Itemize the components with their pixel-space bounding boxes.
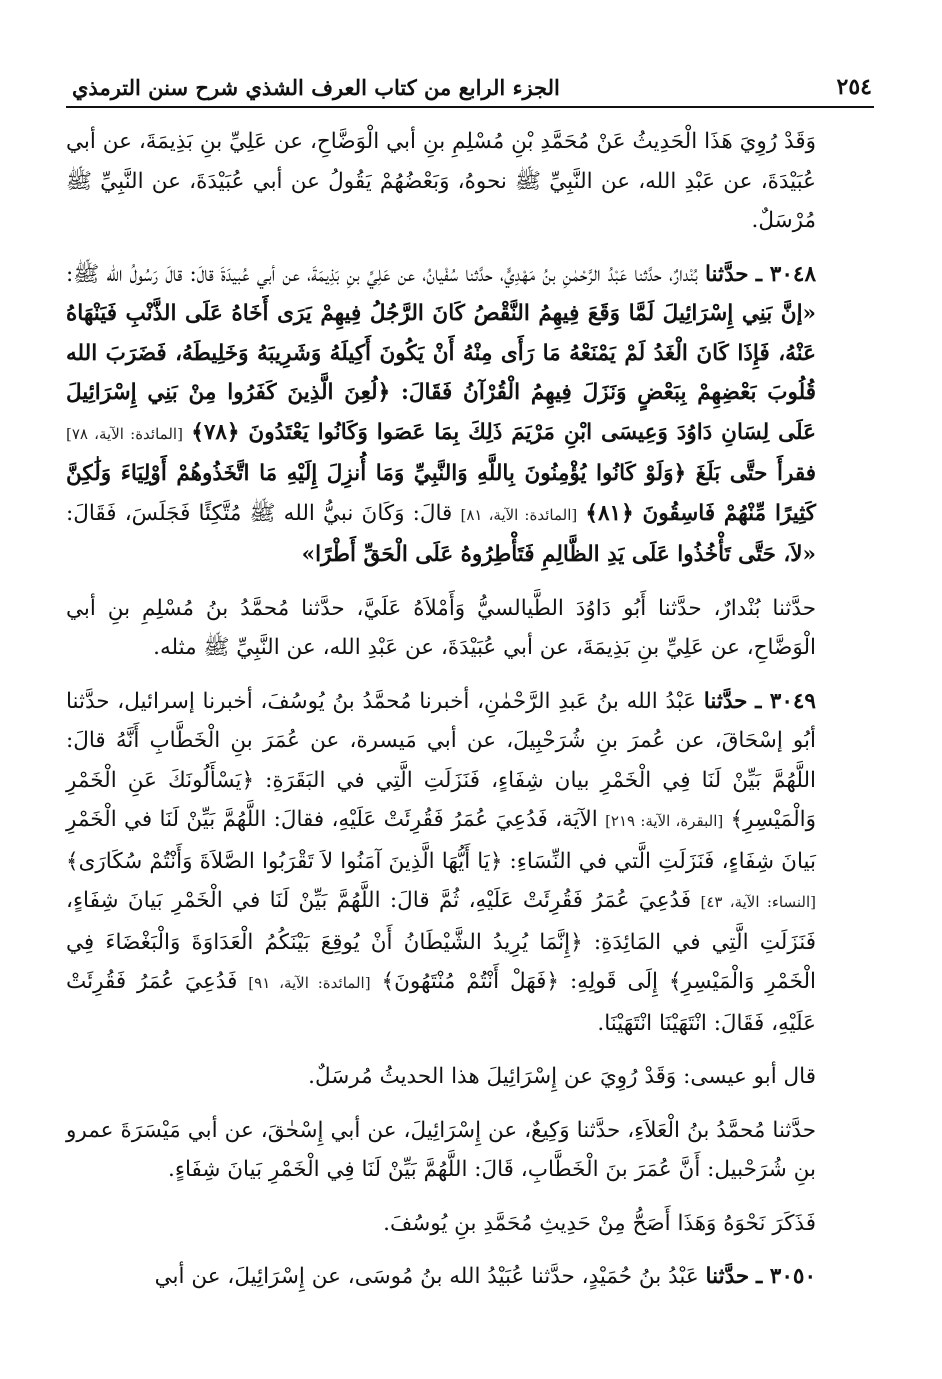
hadith-number: ٣٠٤٩ ـ	[755, 688, 816, 714]
hadith-quote-3: «لاَ، حَتَّى تَأْخُذُوا عَلَى يَدِ الظَّالِمِ فَتَأْطِرُوهُ عَلَى الْحَقِّ أَطْرًا»	[301, 542, 816, 567]
hadith-lead: حدَّثنا	[704, 261, 749, 287]
paragraph	[66, 122, 874, 241]
paragraph-text: قال أبو عيسى: وَقَدْ رُوِيَ عن إِسْرَائِيلَ هذا الحديثُ مُرسَلٌ.	[308, 1064, 816, 1089]
hadith-text-3: فَدُعِيَ عُمَرُ فَقُرِئَتْ عَلَيْهِ، ثُمَّ قالَ: اللَّهُمَّ بَيِّنْ لَنَا في الْخَمْرِ بَيانَ شِفَاءٍ، فَنَزَلَتِ الَّتِي في المَائِدَةِ: ﴿إِنَّمَا يُرِيدُ الشَّيْطَانُ أَنْ يُوقِعَ بَيْنَكُمُ الْعَدَاوَةَ وَالْبَغْضَاءَ فِي الْخَمْرِ وَالْمَيْسِرِ﴾ إِلَى قَولِهِ: ﴿فَهَلْ أَنْتُمْ مُنْتَهُونَ﴾	[66, 888, 816, 994]
hadith-lead: حدَّثنا	[705, 1264, 750, 1289]
verse-reference: [المائدة: الآية، ٩١]	[248, 974, 371, 992]
paragraph	[66, 1111, 874, 1190]
isnad-text: عَبْدُ بنُ حُمَيْدٍ، حدَّثنا عُبَيْدُ الله بنُ مُوسَى، عن إِسْرَائِيلَ، عن أبي	[154, 1264, 699, 1289]
verse-reference: [المائدة: الآية، ٨١]	[460, 505, 578, 524]
hadith-number: ٣٠٤٨ ـ	[755, 261, 816, 287]
hadith-text-2: الآيَة، فَدُعِيَ عُمَرُ فَقُرِئَتْ عَلَيْهِ، فقالَ: اللَّهُمَّ بَيِّنْ لَنَا في الْخَمْرِ بَيانَ شِفَاءٍ، فَنَزَلَتِ الَّتي في النِّسَاءِ: ﴿يَا أَيُّهَا الَّذِينَ آمَنُوا لاَ تَقْرَبُوا الصَّلاَةَ وَأَنْتُمْ سُكَارَى﴾	[66, 807, 816, 874]
hadith-3050	[66, 1257, 874, 1297]
hadith-tail: قالَ: وَكَانَ نبيُّ الله ﷺ مُتَّكِئًا فَجَلَسَ، فَقَالَ:	[66, 500, 453, 526]
paragraph	[66, 1057, 874, 1097]
hadith-quote: «إنَّ بَنِي إِسْرَائِيلَ لَمَّا وَقَعَ فِيهِمُ النَّقْصُ كَانَ الرَّجُلُ فِيهِمْ يَرَى أَخَاهُ عَلَى الذَّنْبِ فَيَنْهَاهُ عَنْهُ، فَإِذَا كَانَ الْغَدُ لَمْ يَمْنَعْهُ مَا رَأَى مِنْهُ أَنْ يَكُونَ أَكِيلَهُ وَشَرِيبَهُ وَخَلِيطَهُ، فَضَرَبَ الله قُلُوبَ بَعْضِهِمْ بِبَعْضٍ وَنَزَلَ فِيهِمُ الْقُرْآنُ فَقَالَ: ﴿لُعِنَ الَّذِينَ كَفَرُوا مِنْ بَنِي إِسْرَائِيلَ عَلَى لِسَانِ دَاوُدَ وَعِيسَى ابْنِ مَرْيَمَ ذَلِكَ بِمَا عَصَوا وَكَانُوا يَعْتَدُونَ ﴿٧٨﴾	[66, 301, 817, 445]
page-number: ٢٥٤	[836, 74, 872, 100]
hadith-text-4: فَدُعِيَ عُمَرُ فَقُرِئَتْ عَلَيْهِ، فَقَالَ: انْتَهَيْنَا انْتَهَيْنَا.	[66, 969, 816, 1036]
isnad-text: عَبْدُ الله بنُ عَبدِ الرَّحْمٰنِ، أخبرنا مُحمَّدُ بنُ يُوسُفَ، أخبرنا إسرائيل، حدَّثنا أبُو إسْحَاقَ، عن عُمرَ بنِ شُرَحْبِيلَ، عن أبي مَيسرة، عن عُمَرَ بنِ الْخَطَّابِ أَنَّهُ قالَ: اللَّهُمَّ بَيِّنْ لَنَا فِي الْخَمْرِ بيان شِفَاءٍ، فَنَزَلَتِ الَّتِي في البَقَرَةِ: ﴿يَسْأَلُونَكَ عَنِ الْخَمْرِ وَالْمَيْسِرِ﴾	[66, 688, 816, 832]
paragraph-text: حدَّثنا مُحمَّدُ بنُ الْعَلاَءِ، حدَّثنا وَكِيعٌ، عن إِسْرَائِيلَ، عن أبي إِسْحٰقَ، عن أبي مَيْسَرَةَ عمرو بنِ شُرَحْبيل: أَنَّ عُمَرَ بنَ الْخَطَّابِ، قَالَ: اللَّهُمَّ بَيِّنْ لَنَا فِي الْخَمْرِ بَيانَ شِفَاءٍ.	[66, 1117, 816, 1182]
paragraph	[66, 1204, 874, 1244]
page-header	[66, 66, 874, 108]
running-title: الجزء الرابع من كتاب العرف الشذي شرح سنن الترمذي	[72, 75, 560, 100]
hadith-3048	[66, 255, 874, 575]
hadith-number: ٣٠٥٠ ـ	[756, 1264, 816, 1289]
paragraph	[66, 589, 874, 668]
hadith-3049	[66, 682, 874, 1044]
paragraph-text: حدَّثنا بُنْدارٌ، حدَّثنا أَبُو دَاوُدَ الطَّيالسيُّ وَأَمْلاَهُ عَلَيَّ، حدَّثنا مُحمَّدُ بنُ مُسْلِمِ بنِ أبي الْوَضَّاحِ، عن عَلِيِّ بنِ بَذِيمَةَ، عن أبي عُبَيْدَةَ، عن عَبْدِ الله، عن النَّبِيِّ ﷺ مثله.	[66, 595, 816, 660]
verse-reference: [البقرة، الآية: ٢١٩]	[605, 812, 724, 830]
isnad-text: بُنْدارٌ، حدَّثنا عَبْدُ الرَّحْمٰنِ بنُ مَهْدِيٍّ، حدَّثنا سُفْيانُ، عن عَلِيِّ بنِ بَذِيمَةَ، عن أبي عُبيدَةَ قالَ: قالَ رَسُولُ الله ﷺ:	[66, 261, 698, 287]
paragraph-text: وَقَدْ رُوِيَ هَذَا الْحَدِيثُ عَنْ مُحَمَّدِ بْنِ مُسْلِمِ بنِ أبي الْوَضَّاحِ، عن عَلِيِّ بنِ بَذِيمَةَ، عن أبي عُبَيْدَةَ، عن عَبْدِ الله، عن النَّبِيِّ ﷺ نحوهُ، وَبَعْضُهُمْ يَقُولُ عن أبي عُبَيْدَةَ، عن النَّبِيِّ ﷺ مُرْسَلٌ.	[66, 129, 816, 233]
verse-reference: [المائدة: الآية، ٧٨]	[66, 424, 183, 443]
page-content	[66, 122, 874, 1297]
hadith-quote-2: فقرأَ حتَّى بَلَغَ ﴿وَلَوْ كَانُوا يُؤْمِنُونَ بِاللَّهِ وَالنَّبِيِّ وَمَا أُنزِلَ إِلَيْهِ مَا اتَّخَذُوهُمْ أَوْلِيَاءَ وَلَٰكِنَّ كَثِيرًا مِّنْهُمْ فَاسِقُونَ ﴿٨١﴾	[66, 461, 816, 526]
paragraph-text: فَذَكَرَ نَحْوَهُ وَهَذَا أَصَحُّ مِنْ حَدِيثِ مُحَمَّدِ بنِ يُوسُفَ.	[383, 1210, 816, 1236]
verse-reference: [النساء: الآية، ٤٣]	[700, 893, 816, 911]
hadith-lead: حدَّثنا	[703, 688, 748, 714]
